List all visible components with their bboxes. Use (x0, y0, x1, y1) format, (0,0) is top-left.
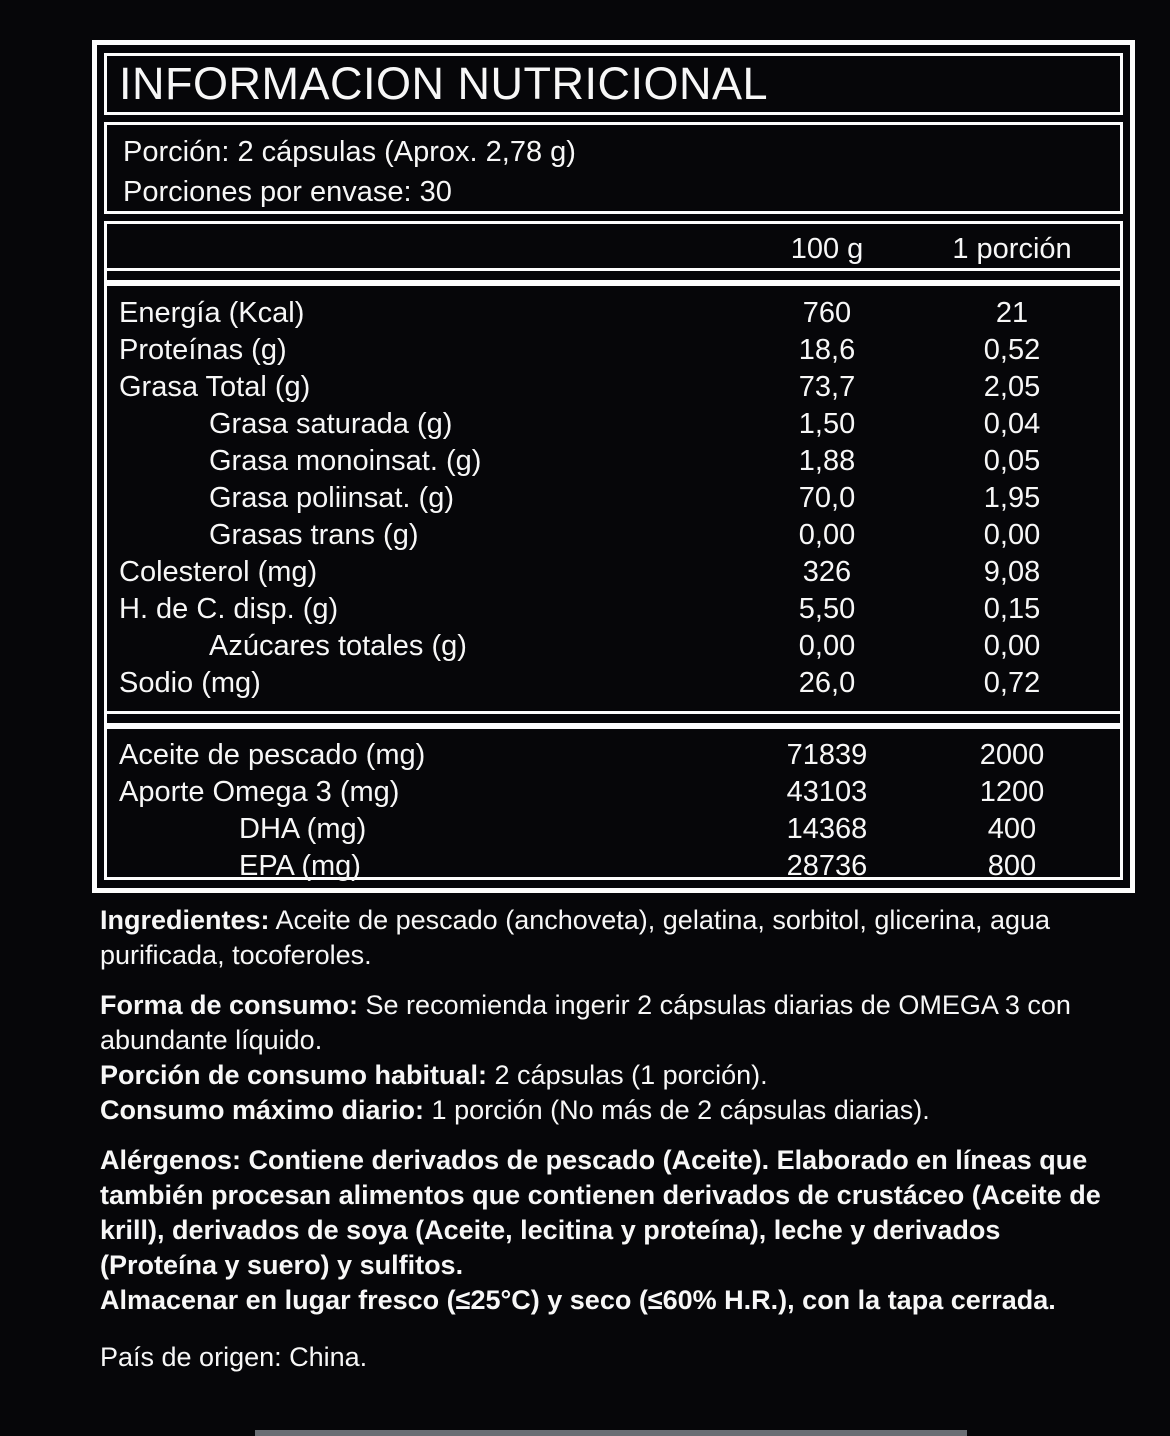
table-row (107, 406, 1120, 443)
nutrient-name: EPA (mg) (239, 850, 361, 882)
usage-label: Forma de consumo: (100, 990, 359, 1020)
value-per-100g: 0,00 (798, 630, 856, 662)
nutrient-name: Aporte Omega 3 (mg) (119, 776, 400, 808)
serving-info-box (104, 122, 1123, 214)
table-row (107, 369, 1120, 406)
usage-paragraph (100, 988, 1105, 1058)
omega-rows (107, 729, 1120, 894)
value-per-serving: 0,00 (983, 519, 1041, 551)
table-row (107, 665, 1120, 702)
bottom-scroll-indicator (255, 1430, 967, 1436)
serving-size-line: Porción: 2 cápsulas (Aprox. 2,78 g) (123, 136, 576, 168)
value-per-serving: 1,95 (983, 482, 1041, 514)
ingredients-text: Aceite de pescado (anchoveta), gelatina, sorbitol, glicerina, agua purificada, tocoferoles. (100, 905, 1051, 970)
habitual-serving-label: Porción de consumo habitual: (100, 1060, 488, 1090)
value-per-serving: 0,05 (983, 445, 1041, 477)
table-row (107, 295, 1120, 332)
divider-gap (107, 714, 1120, 723)
value-per-serving: 0,52 (983, 334, 1041, 366)
value-per-serving: 0,04 (983, 408, 1041, 440)
value-per-100g: 326 (802, 556, 852, 588)
table-row (107, 848, 1120, 885)
value-per-100g: 0,00 (798, 519, 856, 551)
table-row (107, 554, 1120, 591)
value-per-serving: 1200 (979, 776, 1045, 808)
value-per-serving: 400 (987, 813, 1037, 845)
habitual-serving-text: 2 cápsulas (1 porción). (487, 1060, 768, 1090)
nutrient-name: Azúcares totales (g) (209, 630, 467, 662)
value-per-100g: 18,6 (798, 334, 856, 366)
nutrient-name: Sodio (mg) (119, 667, 261, 699)
nutrient-name: Colesterol (mg) (119, 556, 318, 588)
value-per-100g: 1,88 (798, 445, 856, 477)
info-paragraphs (100, 903, 1105, 1375)
nutrient-name: Aceite de pescado (mg) (119, 739, 426, 771)
max-daily-paragraph (100, 1093, 1105, 1128)
table-row (107, 480, 1120, 517)
servings-per-container-line: Porciones por envase: 30 (123, 176, 452, 208)
nutrient-name: Grasa Total (g) (119, 371, 311, 403)
country-of-origin: País de origen: China. (100, 1342, 368, 1372)
nutrition-label-frame (92, 40, 1135, 893)
usage-text: Se recomienda ingerir 2 cápsulas diarias de OMEGA 3 con abundante líquido. (100, 990, 1071, 1055)
value-per-100g: 43103 (786, 776, 868, 808)
value-per-serving: 21 (995, 297, 1029, 329)
max-daily-text: 1 porción (No más de 2 cápsulas diarias). (424, 1095, 930, 1125)
value-per-serving: 0,00 (983, 630, 1041, 662)
value-per-100g: 14368 (786, 813, 868, 845)
header-per-serving: 1 porción (952, 232, 1072, 265)
section-divider (107, 711, 1120, 729)
ingredients-label: Ingredientes: (100, 905, 270, 935)
nutrient-name: Grasa saturada (g) (209, 408, 453, 440)
nutrient-name: Energía (Kcal) (119, 297, 305, 329)
ingredients-paragraph (100, 903, 1105, 973)
table-row (107, 774, 1120, 811)
value-per-100g: 760 (802, 297, 852, 329)
value-per-100g: 73,7 (798, 371, 856, 403)
value-per-100g: 70,0 (798, 482, 856, 514)
table-row (107, 737, 1120, 774)
nutrient-name: H. de C. disp. (g) (119, 593, 339, 625)
header-per-100g: 100 g (790, 232, 864, 265)
value-per-100g: 1,50 (798, 408, 856, 440)
value-per-100g: 28736 (786, 850, 868, 882)
value-per-100g: 26,0 (798, 667, 856, 699)
header-divider (107, 268, 1120, 286)
divider-gap (107, 271, 1120, 280)
table-row (107, 517, 1120, 554)
allergens-paragraph: Alérgenos: Contiene derivados de pescado (Aceite). Elaborado en líneas que también procesan alimentos que contienen derivados de crustáceo (Aceite de krill), derivados de soya (Aceite, lecitina y proteína), leche y derivados (Proteína y suero) y sulfitos. (100, 1145, 1101, 1280)
table-row (107, 443, 1120, 480)
value-per-100g: 71839 (786, 739, 868, 771)
max-daily-label: Consumo máximo diario: (100, 1095, 425, 1125)
table-row (107, 811, 1120, 848)
table-row (107, 591, 1120, 628)
habitual-serving-paragraph (100, 1058, 1105, 1093)
value-per-serving: 2,05 (983, 371, 1041, 403)
nutrient-name: DHA (mg) (239, 813, 367, 845)
nutrient-table (104, 221, 1123, 880)
value-per-serving: 9,08 (983, 556, 1041, 588)
value-per-serving: 0,72 (983, 667, 1041, 699)
table-row (107, 628, 1120, 665)
nutrient-name: Grasa monoinsat. (g) (209, 445, 482, 477)
storage-paragraph: Almacenar en lugar fresco (≤25°C) y seco (≤60% H.R.), con la tapa cerrada. (100, 1285, 1056, 1315)
value-per-serving: 0,15 (983, 593, 1041, 625)
page-title: INFORMACION NUTRICIONAL (119, 58, 769, 109)
table-header-row (107, 224, 1120, 268)
value-per-100g: 5,50 (798, 593, 856, 625)
nutrient-name: Proteínas (g) (119, 334, 287, 366)
title-box (104, 53, 1123, 115)
nutrient-name: Grasa poliinsat. (g) (209, 482, 454, 514)
value-per-serving: 800 (987, 850, 1037, 882)
value-per-serving: 2000 (979, 739, 1045, 771)
nutrient-name: Grasas trans (g) (209, 519, 419, 551)
table-row (107, 332, 1120, 369)
nutrient-rows (107, 286, 1120, 711)
